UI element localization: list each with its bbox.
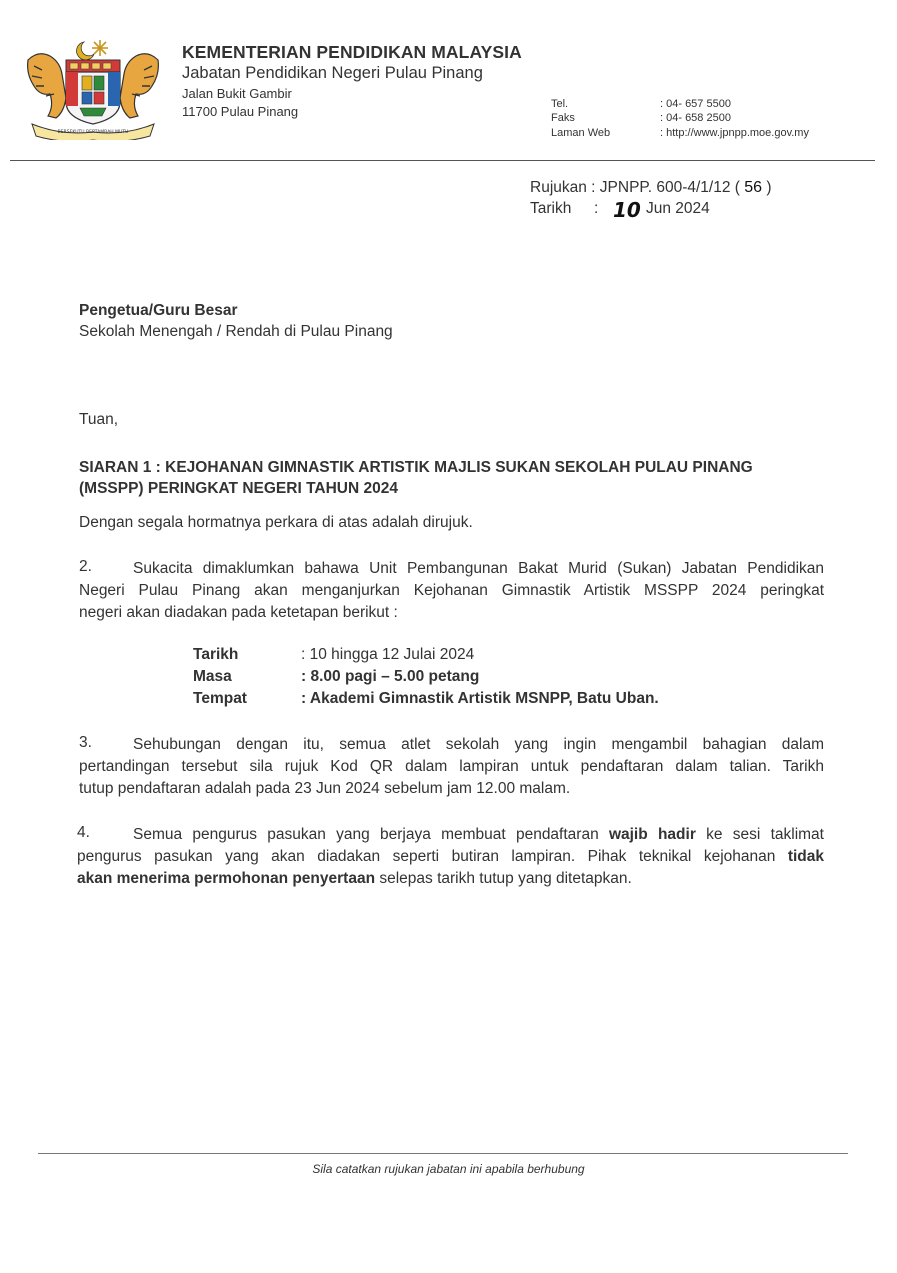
svg-text:BERSEKUTU BERTAMBAH MUTU: BERSEKUTU BERTAMBAH MUTU	[57, 130, 129, 135]
para-4-text-b: ke sesi taklimat	[695, 826, 824, 843]
para-2-line-2: Negeri Pulau Pinang akan menganjurkan Kejohanan Gimnastik Artistik MSSPP 2024 peringkat	[79, 582, 824, 599]
address-line-2: 11700 Pulau Pinang	[182, 104, 299, 119]
footer-divider	[38, 1153, 848, 1154]
reference-line	[530, 179, 772, 197]
para-3-line-3: tutup pendaftaran adalah pada 23 Jun 2024 sebelum jam 12.00 malam.	[79, 780, 571, 797]
contact-value-fax: : 04- 658 2500	[660, 112, 731, 124]
contact-label-tel: Tel.	[551, 98, 569, 110]
para-2-line-3: negeri akan diadakan pada ketetapan berikut :	[79, 604, 398, 621]
para-4-number: 4.	[77, 824, 90, 841]
salutation: Tuan,	[79, 411, 119, 428]
reference-label: Rujukan : JPNPP. 600-4/1/12 (	[530, 179, 740, 196]
para-3-line-2: pertandingan tersebut sila rujuk Kod QR dalam lampiran untuk pendaftaran dalam talian. Tarikh	[79, 758, 824, 775]
para-3-number: 3.	[79, 734, 92, 751]
para-4-text-c: pengurus pasukan yang akan diadakan seperti butiran lampiran. Pihak teknikal kejohanan	[77, 848, 788, 865]
para-3-line-1: Sehubungan dengan itu, semua atlet sekolah yang ingin mengambil bahagian dalam	[133, 736, 824, 753]
letterhead-divider	[10, 160, 875, 161]
contact-value-web: : http://www.jpnpp.moe.gov.my	[660, 127, 809, 139]
para-4-emphasis-penyertaan: akan menerima permohonan penyertaan	[77, 870, 376, 887]
address-line-1: Jalan Bukit Gambir	[182, 86, 292, 101]
subject-heading	[79, 457, 827, 499]
opening-paragraph: Dengan segala hormatnya perkara di atas adalah dirujuk.	[79, 514, 473, 531]
department-name: Jabatan Pendidikan Negeri Pulau Pinang	[182, 64, 483, 82]
detail-value-venue: : Akademi Gimnastik Artistik MSNPP, Batu Uban.	[301, 690, 659, 707]
date-colon: :	[594, 200, 599, 217]
detail-value-time: : 8.00 pagi – 5.00 petang	[301, 668, 480, 685]
footer-note: Sila catatkan rujukan jabatan ini apabila berhubung	[312, 1162, 585, 1176]
ministry-name: KEMENTERIAN PENDIDIKAN MALAYSIA	[182, 42, 522, 62]
para-4-line-2	[77, 846, 824, 868]
date-day-handwritten: 10	[613, 198, 641, 222]
subject-line-2: (MSSPP) PERINGKAT NEGERI TAHUN 2024	[79, 480, 398, 497]
detail-label-time: Masa	[193, 668, 232, 685]
detail-label-date: Tarikh	[193, 646, 239, 663]
contact-label-fax: Faks	[551, 112, 575, 124]
detail-value-date: : 10 hingga 12 Julai 2024	[301, 646, 475, 663]
para-4-emphasis-tidak: tidak	[787, 848, 824, 865]
para-4-text-d: selepas tarikh tutup yang ditetapkan.	[375, 870, 632, 887]
malaysia-coat-of-arms-icon	[22, 36, 164, 140]
subject-line-1: SIARAN 1 : KEJOHANAN GIMNASTIK ARTISTIK MAJLIS SUKAN SEKOLAH PULAU PINANG	[79, 459, 753, 476]
para-4-line-3	[77, 868, 824, 890]
para-4-emphasis-wajib-hadir: wajib hadir	[608, 826, 696, 843]
para-2-number: 2.	[79, 558, 92, 575]
reference-number: 56	[744, 179, 763, 196]
detail-label-venue: Tempat	[193, 690, 247, 707]
date-rest: Jun 2024	[646, 200, 710, 217]
date-label: Tarikh	[530, 200, 572, 217]
recipient-line: Sekolah Menengah / Rendah di Pulau Pinang	[79, 323, 393, 340]
contact-value-tel: : 04- 657 5500	[660, 98, 731, 110]
reference-close: )	[766, 179, 772, 196]
recipient-title: Pengetua/Guru Besar	[79, 302, 238, 319]
para-2-line-1: Sukacita dimaklumkan bahawa Unit Pembangunan Bakat Murid (Sukan) Jabatan Pendidikan	[133, 560, 824, 577]
para-4-line-1	[133, 824, 824, 846]
contact-label-web: Laman Web	[551, 127, 611, 139]
para-4-text-a: Semua pengurus pasukan yang berjaya membuat pendaftaran	[133, 826, 609, 843]
